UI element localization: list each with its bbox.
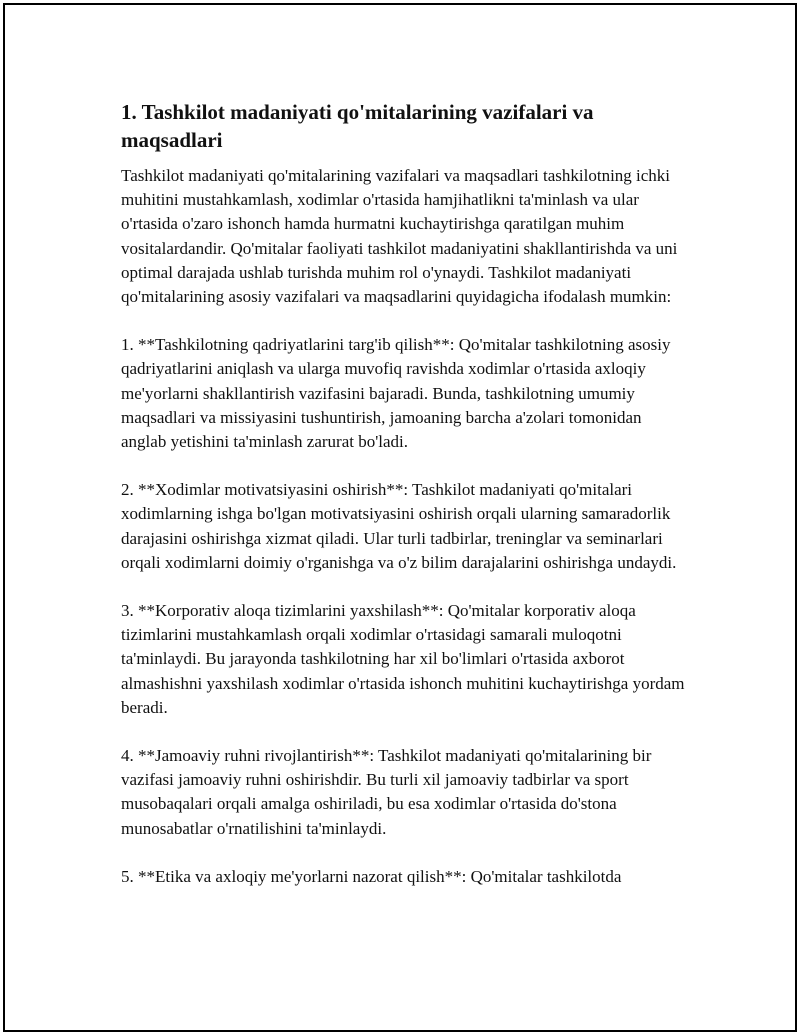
list-item-paragraph: 2. **Xodimlar motivatsiyasini oshirish**: Tashkilot madaniyati qo'mitalari xodimlarning ishga bo'lgan motivatsiyasini oshirish orqali ularning samaradorlik darajasini oshirishga xizmat qiladi. Ular turli tadbirlar, treninglar va seminarlari orqali xodimlarni doimiy o'rganishga va o'z bilim darajalarini oshirishga undaydi. [121,480,677,572]
intro-paragraph: Tashkilot madaniyati qo'mitalarining vazifalari va maqsadlari tashkilotning ichki muhitini mustahkamlash, xodimlar o'rtasida hamjihatlikni ta'minlash va ular o'rtasida o'zaro ishonch hamda hurmatni kuchaytirishga qaratilgan muhim vositalardandir. Qo'mitalar faoliyati tashkilot madaniyatini shakllantirishda va uni optimal darajada ushlab turishda muhim rol o'ynaydi. Tashkilot madaniyati qo'mitalarining asosiy vazifalari va maqsadlarini quyidagicha ifodalash mumkin: [121,166,678,307]
section-heading: 1. Tashkilot madaniyati qo'mitalarining vazifalari va maqsadlari [121,100,594,152]
list-item-paragraph: 4. **Jamoaviy ruhni rivojlantirish**: Tashkilot madaniyati qo'mitalarining bir vazifasi jamoaviy ruhni oshirishdir. Bu turli xil jamoaviy tadbirlar va sport musobaqalari orqali amalga oshiriladi, bu esa xodimlar o'rtasida do'stona munosabatlar o'rnatilishini ta'minlaydi. [121,746,652,838]
document-body [121,98,686,913]
list-item-paragraph: 3. **Korporativ aloqa tizimlarini yaxshilash**: Qo'mitalar korporativ aloqa tizimlarini mustahkamlash orqali xodimlar o'rtasidagi samarali muloqotni ta'minlaydi. Bu jarayonda tashkilotning har xil bo'limlari o'rtasida axborot almashishni yaxshilash xodimlar o'rtasida ishonch muhitini kuchaytirishga yordam beradi. [121,601,685,717]
document-page [3,3,797,1032]
list-item-paragraph: 5. **Etika va axloqiy me'yorlarni nazorat qilish**: Qo'mitalar tashkilotda [121,866,622,886]
list-item-paragraph: 1. **Tashkilotning qadriyatlarini targ'ib qilish**: Qo'mitalar tashkilotning asosiy qadriyatlarini aniqlash va ularga muvofiq ravishda xodimlar o'rtasida axloqiy me'yorlarni shakllantirish vazifasini bajaradi. Bunda, tashkilotning umumiy maqsadlari va missiyasini tushuntirish, jamoaning barcha a'zolari tomonidan anglab yetishini ta'minlash zarurat bo'ladi. [121,335,671,452]
